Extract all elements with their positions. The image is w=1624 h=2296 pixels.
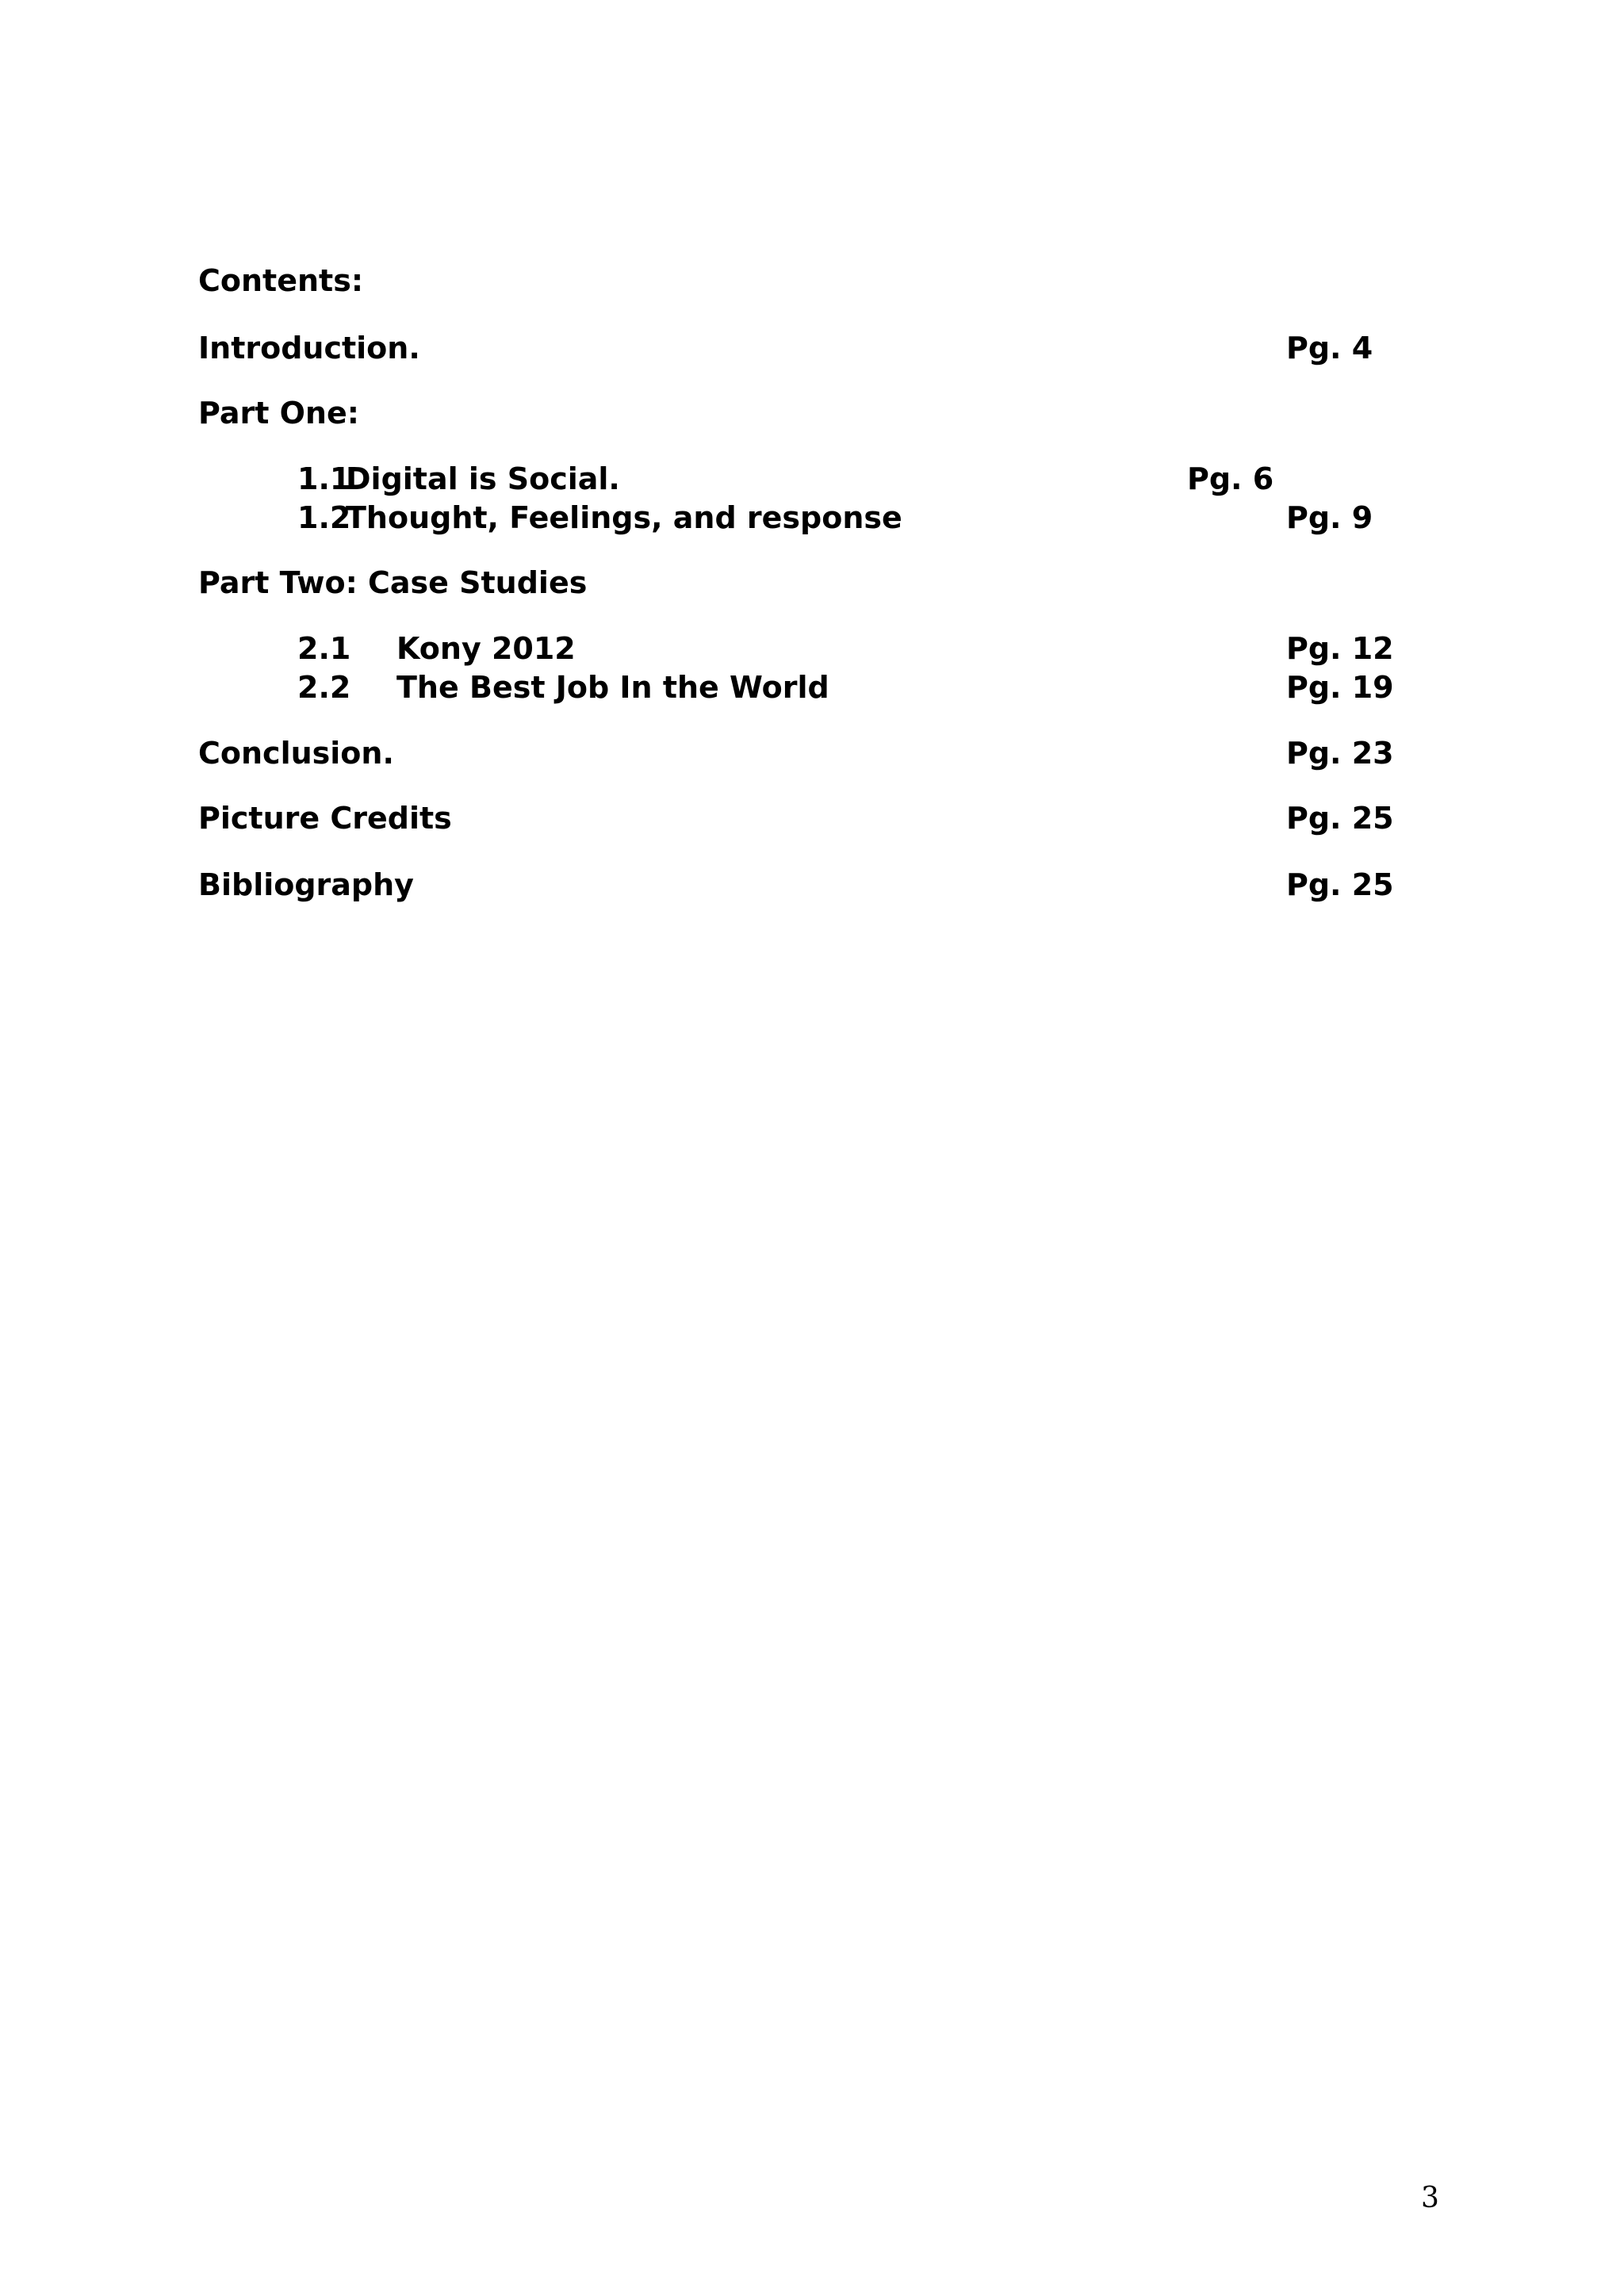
toc-entry-2-2-page: Pg. 19 (1286, 670, 1394, 705)
toc-entry-2-2-title: The Best Job In the World (396, 670, 829, 705)
toc-entry-1-2-title: Thought, Feelings, and response (346, 500, 902, 535)
toc-entry-introduction-page: Pg. 4 (1286, 331, 1373, 365)
page-number: 3 (1421, 2182, 1439, 2214)
toc-entry-picture-credits-page: Pg. 25 (1286, 801, 1394, 836)
toc-entry-1-1-title: Digital is Social. (346, 461, 620, 496)
toc-entry-introduction-title: Introduction. (198, 331, 420, 365)
toc-entry-2-1-title: Kony 2012 (396, 631, 576, 666)
toc-entry-conclusion-title: Conclusion. (198, 736, 394, 771)
toc-entry-1-1-number: 1.1 (297, 461, 351, 496)
toc-entry-picture-credits-title: Picture Credits (198, 801, 452, 836)
part-one-heading: Part One: (198, 396, 359, 430)
toc-entry-bibliography-page: Pg. 25 (1286, 867, 1394, 902)
toc-entry-2-1-number: 2.1 (297, 631, 351, 666)
toc-entry-1-2-page: Pg. 9 (1286, 500, 1373, 535)
toc-entry-bibliography-title: Bibliography (198, 867, 414, 902)
toc-entry-2-2-number: 2.2 (297, 670, 351, 705)
part-two-heading: Part Two: Case Studies (198, 565, 588, 600)
toc-entry-conclusion-page: Pg. 23 (1286, 736, 1394, 771)
toc-entry-1-2-number: 1.2 (297, 500, 351, 535)
toc-entry-2-1-page: Pg. 12 (1286, 631, 1394, 666)
toc-entry-1-1-page: Pg. 6 (1187, 461, 1274, 496)
contents-heading: Contents: (198, 263, 364, 298)
